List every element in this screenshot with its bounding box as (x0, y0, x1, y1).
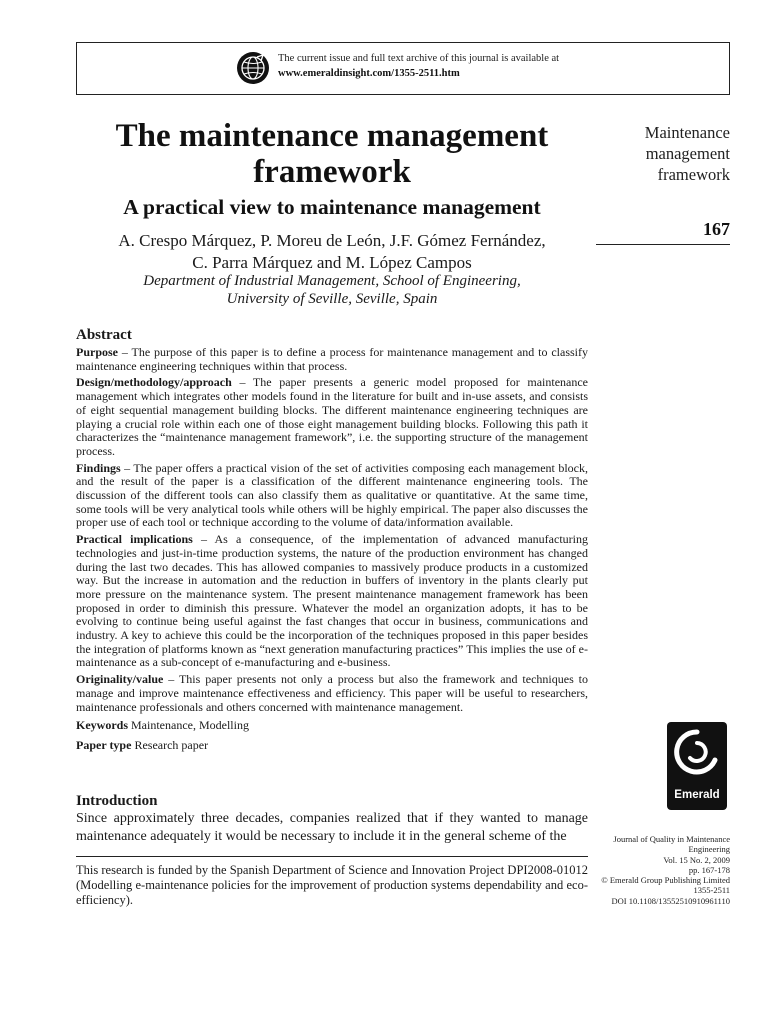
paper-type-label: Paper type (76, 737, 132, 752)
abstract-text: – The paper presents a generic model proposed for maintenance management which integrates other models found in the literature for built and in-use assets, and consists of eight sequential management building blocks. The different maintenance engineering techniques are playing a crucial role within each one of those eight management building blocks. Following this path it characterizes the “maintenance management framework”, i.e. the supporting structure of the management process. (76, 375, 588, 458)
abstract-text: – As a consequence, of the implementation of advanced manufacturing technologies and just-in-time production systems, the nature of the production environment has changed during the last two decades. This has allowed companies to massively produce products in a customized way. But the increase in automation and the reduction in buffers of inventory in the plants clearly put more pressure on the maintenance system. The present maintenance management framework has been proposed in order to diminish this pressure. Whatever the model an organization adopts, it has to be evolving to continue being useful against the fast changes that occur in business, communications and industry. A key to achieve this could be the incorporation of the techniques proposed in this paper besides the integration of platforms known as “next generation manufacturing practices” This implies the use of e-maintenance as a sub-concept of e-manufacturing and e-business. (76, 532, 588, 670)
journal-info-line: DOI 10.1108/13552510910961110 (611, 895, 730, 906)
abstract-purpose (76, 346, 588, 373)
abstract-text: – The purpose of this paper is to define a process for maintenance management and to classify maintenance engineering techniques within that process. (76, 345, 588, 373)
keywords-label: Keywords (76, 718, 128, 733)
abstract-label: Findings (76, 460, 121, 475)
header-availability-text: The current issue and full text archive of this journal is available at (278, 53, 560, 64)
funding-footnote: This research is funded by the Spanish Department of Science and Innovation Project DPI2008-01012 (Modelling e-maintenance policies for the improvement of production systems dependability and eco-efficiency). (76, 863, 588, 907)
affiliation-line: Department of Industrial Management, School of Engineering, (143, 273, 521, 289)
globe-icon (236, 51, 270, 85)
journal-info-line: Engineering (688, 844, 730, 855)
footnote-rule (76, 856, 588, 857)
abstract-text: – This paper presents not only a process but also the framework and techniques to manage and improve maintenance effectiveness and efficiency. This paper will be useful to researchers, maintenance professionals and others concerned with maintenance management. (76, 672, 588, 714)
abstract-label: Practical implications (76, 532, 193, 547)
abstract-heading: Abstract (76, 327, 132, 343)
keywords-text: Maintenance, Modelling (128, 718, 249, 733)
paper-subtitle: A practical view to maintenance management (123, 195, 541, 219)
introduction-heading: Introduction (76, 793, 158, 809)
emerald-swirl-icon (667, 722, 727, 788)
journal-info-line: pp. 167-178 (688, 864, 730, 875)
author-line: A. Crespo Márquez, P. Moreu de León, J.F. Gómez Fernández, (118, 231, 546, 250)
abstract-findings (76, 462, 588, 531)
header-url-link[interactable]: www.emeraldinsight.com/1355-2511.htm (278, 68, 460, 79)
introduction-text: Since approximately three decades, companies realized that if they wanted to manage maintenance adequately it would be necessary to include it in the general scheme of the (76, 811, 588, 844)
abstract-design (76, 376, 588, 458)
paper-type-text: Research paper (131, 737, 209, 752)
author-line: C. Parra Márquez and M. López Campos (192, 253, 472, 272)
emerald-logo-word: Emerald (674, 789, 720, 801)
abstract-originality (76, 673, 588, 714)
journal-info-line: Journal of Quality in Maintenance (613, 834, 730, 844)
abstract-label: Design/methodology/approach (76, 375, 232, 390)
abstract-practical (76, 533, 588, 670)
paper-type (76, 739, 588, 753)
abstract-label: Originality/value (76, 672, 164, 687)
page-number: 167 (703, 219, 730, 239)
page-number-rule (596, 244, 730, 245)
journal-info-line: © Emerald Group Publishing Limited (601, 875, 730, 886)
abstract-body (76, 346, 588, 756)
journal-info-line: Vol. 15 No. 2, 2009 (663, 854, 730, 865)
journal-citation-info (586, 834, 730, 906)
running-title: Maintenance management framework (644, 123, 730, 184)
journal-info-line: 1355-2511 (693, 885, 730, 896)
abstract-text: – The paper offers a practical vision of the set of activities composing each management block, and the result of the paper is a classification of the different maintenance engineering tools. The discussion of the different tools can also classify them as qualitative or quantitative. At the same time, some tools will be very analytical tools while others will be highly empirical. The paper also discusses the proper use of each tool or technique according to the volume of data/information available. (76, 460, 588, 530)
paper-title: The maintenance management framework (115, 118, 549, 190)
keywords (76, 719, 588, 733)
abstract-label: Purpose (76, 345, 118, 359)
affiliation-line: University of Seville, Seville, Spain (226, 291, 438, 307)
